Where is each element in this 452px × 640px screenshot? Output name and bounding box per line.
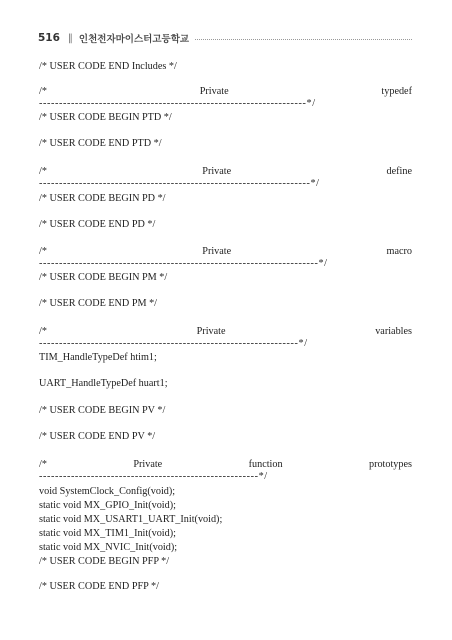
header-separator: ‖: [67, 32, 73, 44]
code-line-pd-begin: /* USER CODE BEGIN PD */: [39, 193, 166, 204]
header-dotted-rule: [195, 39, 412, 40]
code-line-ptd-begin: /* USER CODE BEGIN PTD */: [39, 112, 172, 123]
comment-open: /*: [39, 86, 47, 97]
comment-tail: define: [386, 166, 412, 177]
comment-word-private: Private: [196, 326, 226, 337]
comment-word-private: Private: [202, 166, 232, 177]
comment-tail: prototypes: [368, 459, 412, 470]
comment-open: /*: [39, 326, 47, 337]
code-line-ptd-end: /* USER CODE END PTD */: [39, 138, 162, 149]
page-header: [38, 31, 412, 45]
code-line-variables-header: [39, 326, 412, 338]
code-line-macro-rule: ----------------------------------------------------------------------*/: [39, 258, 328, 269]
comment-tail: typedef: [381, 86, 412, 97]
comment-tail: variables: [375, 326, 412, 337]
comment-word-private: Private: [199, 86, 229, 97]
code-line-htim1: TIM_HandleTypeDef htim1;: [39, 352, 157, 363]
page-number: 516: [38, 32, 60, 44]
comment-tail: macro: [386, 246, 412, 257]
comment-word-private: Private: [133, 459, 163, 470]
code-line-variables-rule: -----------------------------------------------------------------*/: [39, 338, 308, 349]
comment-open: /*: [39, 246, 47, 257]
code-line-define-rule: --------------------------------------------------------------------*/: [39, 178, 320, 189]
code-line-prototypes-rule: -------------------------------------------------------*/: [39, 471, 268, 482]
code-line-proto-nvic: static void MX_NVIC_Init(void);: [39, 542, 178, 553]
code-line-includes-end: /* USER CODE END Includes */: [39, 61, 177, 72]
code-line-typedef-header: [39, 86, 412, 98]
code-line-proto-gpio: static void MX_GPIO_Init(void);: [39, 500, 176, 511]
code-line-typedef-rule: -------------------------------------------------------------------*/: [39, 98, 316, 109]
comment-open: /*: [39, 166, 47, 177]
code-line-define-header: [39, 166, 412, 178]
school-name: 인천전자마이스터고등학교: [78, 34, 190, 45]
comment-open: /*: [39, 459, 47, 470]
code-line-pv-begin: /* USER CODE BEGIN PV */: [39, 405, 166, 416]
code-line-pv-end: /* USER CODE END PV */: [39, 431, 156, 442]
code-line-huart1: UART_HandleTypeDef huart1;: [39, 378, 168, 389]
code-line-proto-tim1: static void MX_TIM1_Init(void);: [39, 528, 176, 539]
code-line-pfp-end: /* USER CODE END PFP */: [39, 581, 159, 592]
code-line-macro-header: [39, 246, 412, 258]
code-line-pm-end: /* USER CODE END PM */: [39, 298, 158, 309]
code-line-proto-systemclock: void SystemClock_Config(void);: [39, 486, 176, 497]
code-line-pm-begin: /* USER CODE BEGIN PM */: [39, 272, 168, 283]
comment-word-function: function: [248, 459, 283, 470]
code-line-pfp-begin: /* USER CODE BEGIN PFP */: [39, 556, 170, 567]
code-line-pd-end: /* USER CODE END PD */: [39, 219, 156, 230]
comment-word-private: Private: [202, 246, 232, 257]
code-line-prototypes-header: [39, 459, 412, 471]
code-line-proto-usart1: static void MX_USART1_UART_Init(void);: [39, 514, 223, 525]
